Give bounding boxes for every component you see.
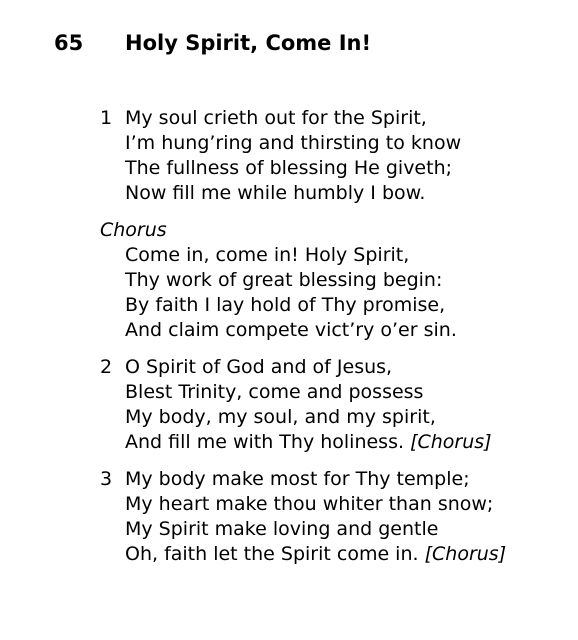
verse-line: Now fill me while humbly I bow. <box>125 182 426 204</box>
verse-line: Blest Trinity, come and possess <box>125 381 424 403</box>
verse-line: I’m hung’ring and thirsting to know <box>125 132 462 154</box>
hymn-body <box>100 106 570 579</box>
chorus-reference: [Chorus] <box>424 543 507 565</box>
verse-line: My Spirit make loving and gentle <box>125 518 439 540</box>
verse-line-with-ref <box>125 430 570 455</box>
verse-line: My heart make thou whiter than snow; <box>125 493 494 515</box>
verse-1 <box>100 106 570 206</box>
chorus-line: And claim compete vict’ry o’er sin. <box>125 319 457 341</box>
verse-2 <box>100 355 570 455</box>
hymn-number: 65 <box>54 31 84 55</box>
verse-line: O Spirit of God and of Jesus, <box>125 356 393 378</box>
verse-line-with-ref <box>125 542 570 567</box>
chorus-reference: [Chorus] <box>410 431 492 453</box>
verse-3 <box>100 467 570 567</box>
verse-line-text: And fill me with Thy holiness. <box>125 431 405 453</box>
verse-line: My body make most for Thy temple; <box>125 468 470 490</box>
verse-line: My body, my soul, and my spirit, <box>125 406 436 428</box>
chorus-label: Chorus <box>100 219 167 241</box>
verse-line: My soul crieth out for the Spirit, <box>125 107 427 129</box>
verse-number: 1 <box>100 107 113 129</box>
chorus-line: Thy work of great blessing begin: <box>125 269 443 291</box>
verse-line-text: Oh, faith let the Spirit come in. <box>125 543 419 565</box>
chorus <box>100 218 570 343</box>
hymn-title: Holy Spirit, Come In! <box>125 31 372 55</box>
chorus-line: By faith I lay hold of Thy promise, <box>125 294 446 316</box>
verse-number: 3 <box>100 468 113 490</box>
chorus-line: Come in, come in! Holy Spirit, <box>125 244 410 266</box>
verse-number: 2 <box>100 356 113 378</box>
verse-line: The fullness of blessing He giveth; <box>125 157 453 179</box>
